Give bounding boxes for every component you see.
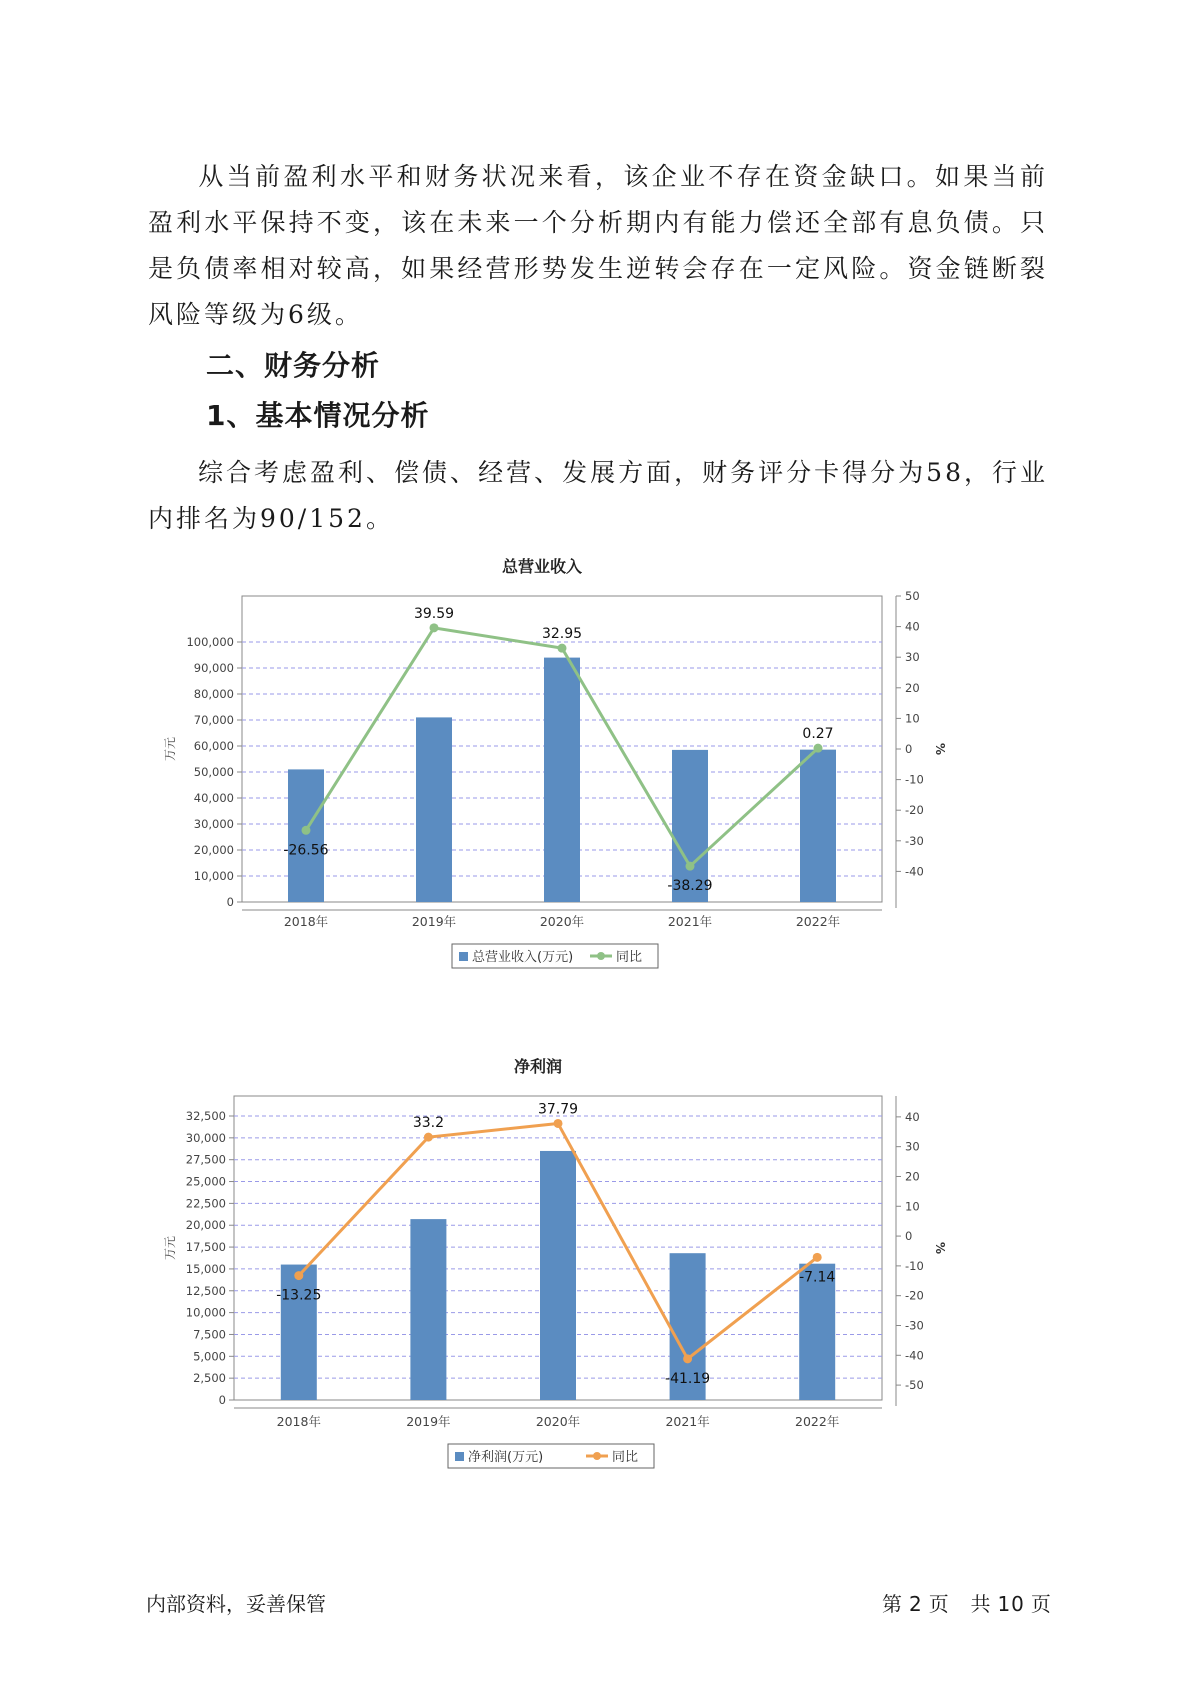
footer-word: 页 bbox=[1030, 1592, 1052, 1616]
legend-line-marker bbox=[593, 1452, 601, 1460]
yoy-point bbox=[302, 826, 311, 835]
y-tick-label: 90,000 bbox=[193, 661, 234, 675]
y2-tick-label: 10 bbox=[905, 711, 920, 726]
footer-word: 共 bbox=[970, 1592, 992, 1616]
y2-axis-label: % bbox=[933, 742, 947, 756]
y2-tick-label: 0 bbox=[905, 742, 913, 756]
yoy-data-label: -41.19 bbox=[665, 1370, 711, 1387]
y2-tick-label: 20 bbox=[905, 680, 920, 695]
x-tick-label: 2022年 bbox=[795, 914, 841, 929]
yoy-point bbox=[294, 1271, 303, 1280]
y-tick-label: 22,500 bbox=[185, 1196, 226, 1211]
y-tick-label: 12,500 bbox=[185, 1283, 226, 1298]
footer-confidential: 内部资料，妥善保管 bbox=[146, 1592, 326, 1616]
y-tick-label: 15,000 bbox=[185, 1261, 226, 1276]
yoy-point bbox=[558, 644, 567, 653]
paragraph-funding-gap bbox=[148, 154, 1048, 338]
paragraph-scorecard bbox=[148, 450, 1048, 542]
footer-page-info bbox=[882, 1588, 1058, 1617]
legend-bar-label: 总营业收入(万元) bbox=[472, 950, 574, 965]
y-tick-label: 10,000 bbox=[185, 1305, 226, 1320]
y-tick-label: 100,000 bbox=[186, 635, 234, 649]
y-tick-label: 30,000 bbox=[193, 817, 234, 831]
y2-tick-label: -10 bbox=[905, 772, 924, 787]
yoy-point bbox=[683, 1354, 692, 1363]
y2-tick-label: -50 bbox=[905, 1378, 924, 1393]
y-tick-label: 5,000 bbox=[193, 1349, 226, 1364]
yoy-point bbox=[430, 623, 439, 632]
y-tick-label: 10,000 bbox=[193, 869, 234, 883]
y-tick-label: 80,000 bbox=[193, 687, 234, 701]
legend-line-label: 同比 bbox=[612, 1450, 639, 1465]
chart-body bbox=[163, 557, 947, 968]
yoy-point bbox=[686, 862, 695, 871]
y-tick-label: 25,000 bbox=[185, 1174, 226, 1189]
y2-tick-label: -20 bbox=[905, 803, 924, 818]
y2-axis-label: % bbox=[933, 1241, 947, 1255]
yoy-point bbox=[813, 1253, 822, 1262]
bar bbox=[416, 717, 452, 902]
y-tick-label: 40,000 bbox=[193, 791, 234, 805]
y2-tick-label: 50 bbox=[905, 589, 920, 603]
y-tick-label: 20,000 bbox=[185, 1218, 226, 1233]
bar bbox=[288, 769, 324, 902]
x-tick-label: 2018年 bbox=[276, 1414, 321, 1429]
subsection-heading: 1、基本情况分析 bbox=[206, 399, 430, 432]
x-tick-label: 2018年 bbox=[283, 914, 329, 929]
y2-tick-label: -20 bbox=[905, 1288, 924, 1303]
yoy-data-label: -26.56 bbox=[283, 842, 329, 859]
yoy-data-label: 39.59 bbox=[413, 605, 455, 622]
legend-bar-swatch bbox=[455, 1452, 464, 1461]
chart-title: 总营业收入 bbox=[501, 557, 583, 576]
legend-line-marker bbox=[597, 952, 605, 960]
y-tick-label: 30,000 bbox=[185, 1130, 226, 1145]
x-tick-label: 2019年 bbox=[406, 1414, 451, 1429]
yoy-data-label: 33.2 bbox=[412, 1115, 444, 1132]
y2-tick-label: 10 bbox=[905, 1199, 920, 1214]
y2-tick-label: 30 bbox=[905, 1139, 920, 1154]
legend-bar-label: 净利润(万元) bbox=[468, 1450, 544, 1465]
yoy-data-label: -7.14 bbox=[799, 1269, 836, 1286]
y-tick-label: 20,000 bbox=[193, 843, 234, 857]
y-tick-label: 50,000 bbox=[193, 765, 234, 779]
paragraph-text: 从当前盈利水平和财务状况来看，该企业不存在资金缺口。如果当前盈利水平保持不变，该在未来一个分析期内有能力偿还全部有息负债。只是负债率相对较高，如果经营形势发生逆转会存在一定风险。资金链断裂风险等级为6级。 bbox=[148, 162, 1048, 329]
yoy-data-label: 0.27 bbox=[802, 726, 834, 743]
y-tick-label: 2,500 bbox=[193, 1371, 226, 1386]
net-profit-chart bbox=[160, 1057, 1060, 1538]
yoy-data-label: -38.29 bbox=[667, 878, 713, 895]
yoy-data-label: -13.25 bbox=[276, 1287, 322, 1304]
yoy-data-label: 32.95 bbox=[541, 626, 583, 643]
y2-tick-label: 40 bbox=[905, 619, 920, 634]
bar bbox=[544, 658, 580, 902]
x-tick-label: 2022年 bbox=[795, 1414, 840, 1429]
revenue-chart bbox=[160, 557, 1060, 1030]
y2-tick-label: 30 bbox=[905, 650, 920, 665]
chart-title: 净利润 bbox=[513, 1057, 563, 1076]
footer-word: 页 bbox=[928, 1592, 950, 1616]
chart-body bbox=[163, 1057, 947, 1468]
y-axis-label: 万元 bbox=[163, 736, 177, 762]
yoy-point bbox=[814, 744, 823, 753]
legend-bar-swatch bbox=[459, 952, 468, 961]
yoy-point bbox=[424, 1133, 433, 1142]
bar bbox=[410, 1219, 446, 1400]
bar bbox=[540, 1151, 576, 1400]
y2-tick-label: -30 bbox=[905, 833, 924, 848]
y2-tick-label: -40 bbox=[905, 864, 924, 879]
legend-line-label: 同比 bbox=[616, 950, 643, 965]
y-tick-label: 7,500 bbox=[193, 1327, 226, 1342]
yoy-data-label: 37.79 bbox=[537, 1101, 579, 1118]
paragraph-text: 综合考虑盈利、偿债、经营、发展方面，财务评分卡得分为58，行业内排名为90/152。 bbox=[148, 458, 1048, 533]
y-tick-label: 32,500 bbox=[185, 1109, 226, 1123]
y2-tick-label: -10 bbox=[905, 1258, 924, 1273]
y2-tick-label: 20 bbox=[905, 1169, 920, 1184]
page-number: 2 bbox=[909, 1592, 923, 1616]
y2-tick-label: 0 bbox=[905, 1229, 913, 1244]
y-tick-label: 0 bbox=[218, 1393, 226, 1407]
yoy-point bbox=[554, 1119, 563, 1128]
footer-word: 第 bbox=[882, 1592, 903, 1616]
x-tick-label: 2019年 bbox=[411, 914, 457, 929]
y-tick-label: 70,000 bbox=[193, 713, 234, 727]
x-tick-label: 2020年 bbox=[535, 1414, 581, 1429]
y-tick-label: 60,000 bbox=[193, 739, 234, 753]
y2-tick-label: -30 bbox=[905, 1318, 924, 1333]
y-tick-label: 17,500 bbox=[185, 1240, 226, 1255]
x-tick-label: 2021年 bbox=[667, 914, 713, 929]
bar bbox=[281, 1265, 317, 1400]
y2-tick-label: -40 bbox=[905, 1348, 924, 1363]
section-heading: 二、财务分析 bbox=[206, 349, 381, 382]
total-pages: 10 bbox=[997, 1592, 1025, 1616]
y-tick-label: 27,500 bbox=[185, 1152, 226, 1167]
y-axis-label: 万元 bbox=[163, 1235, 177, 1261]
x-tick-label: 2021年 bbox=[665, 1414, 710, 1429]
x-tick-label: 2020年 bbox=[539, 914, 585, 929]
y2-tick-label: 40 bbox=[905, 1109, 920, 1124]
y-tick-label: 0 bbox=[226, 895, 234, 909]
bar bbox=[800, 750, 836, 902]
